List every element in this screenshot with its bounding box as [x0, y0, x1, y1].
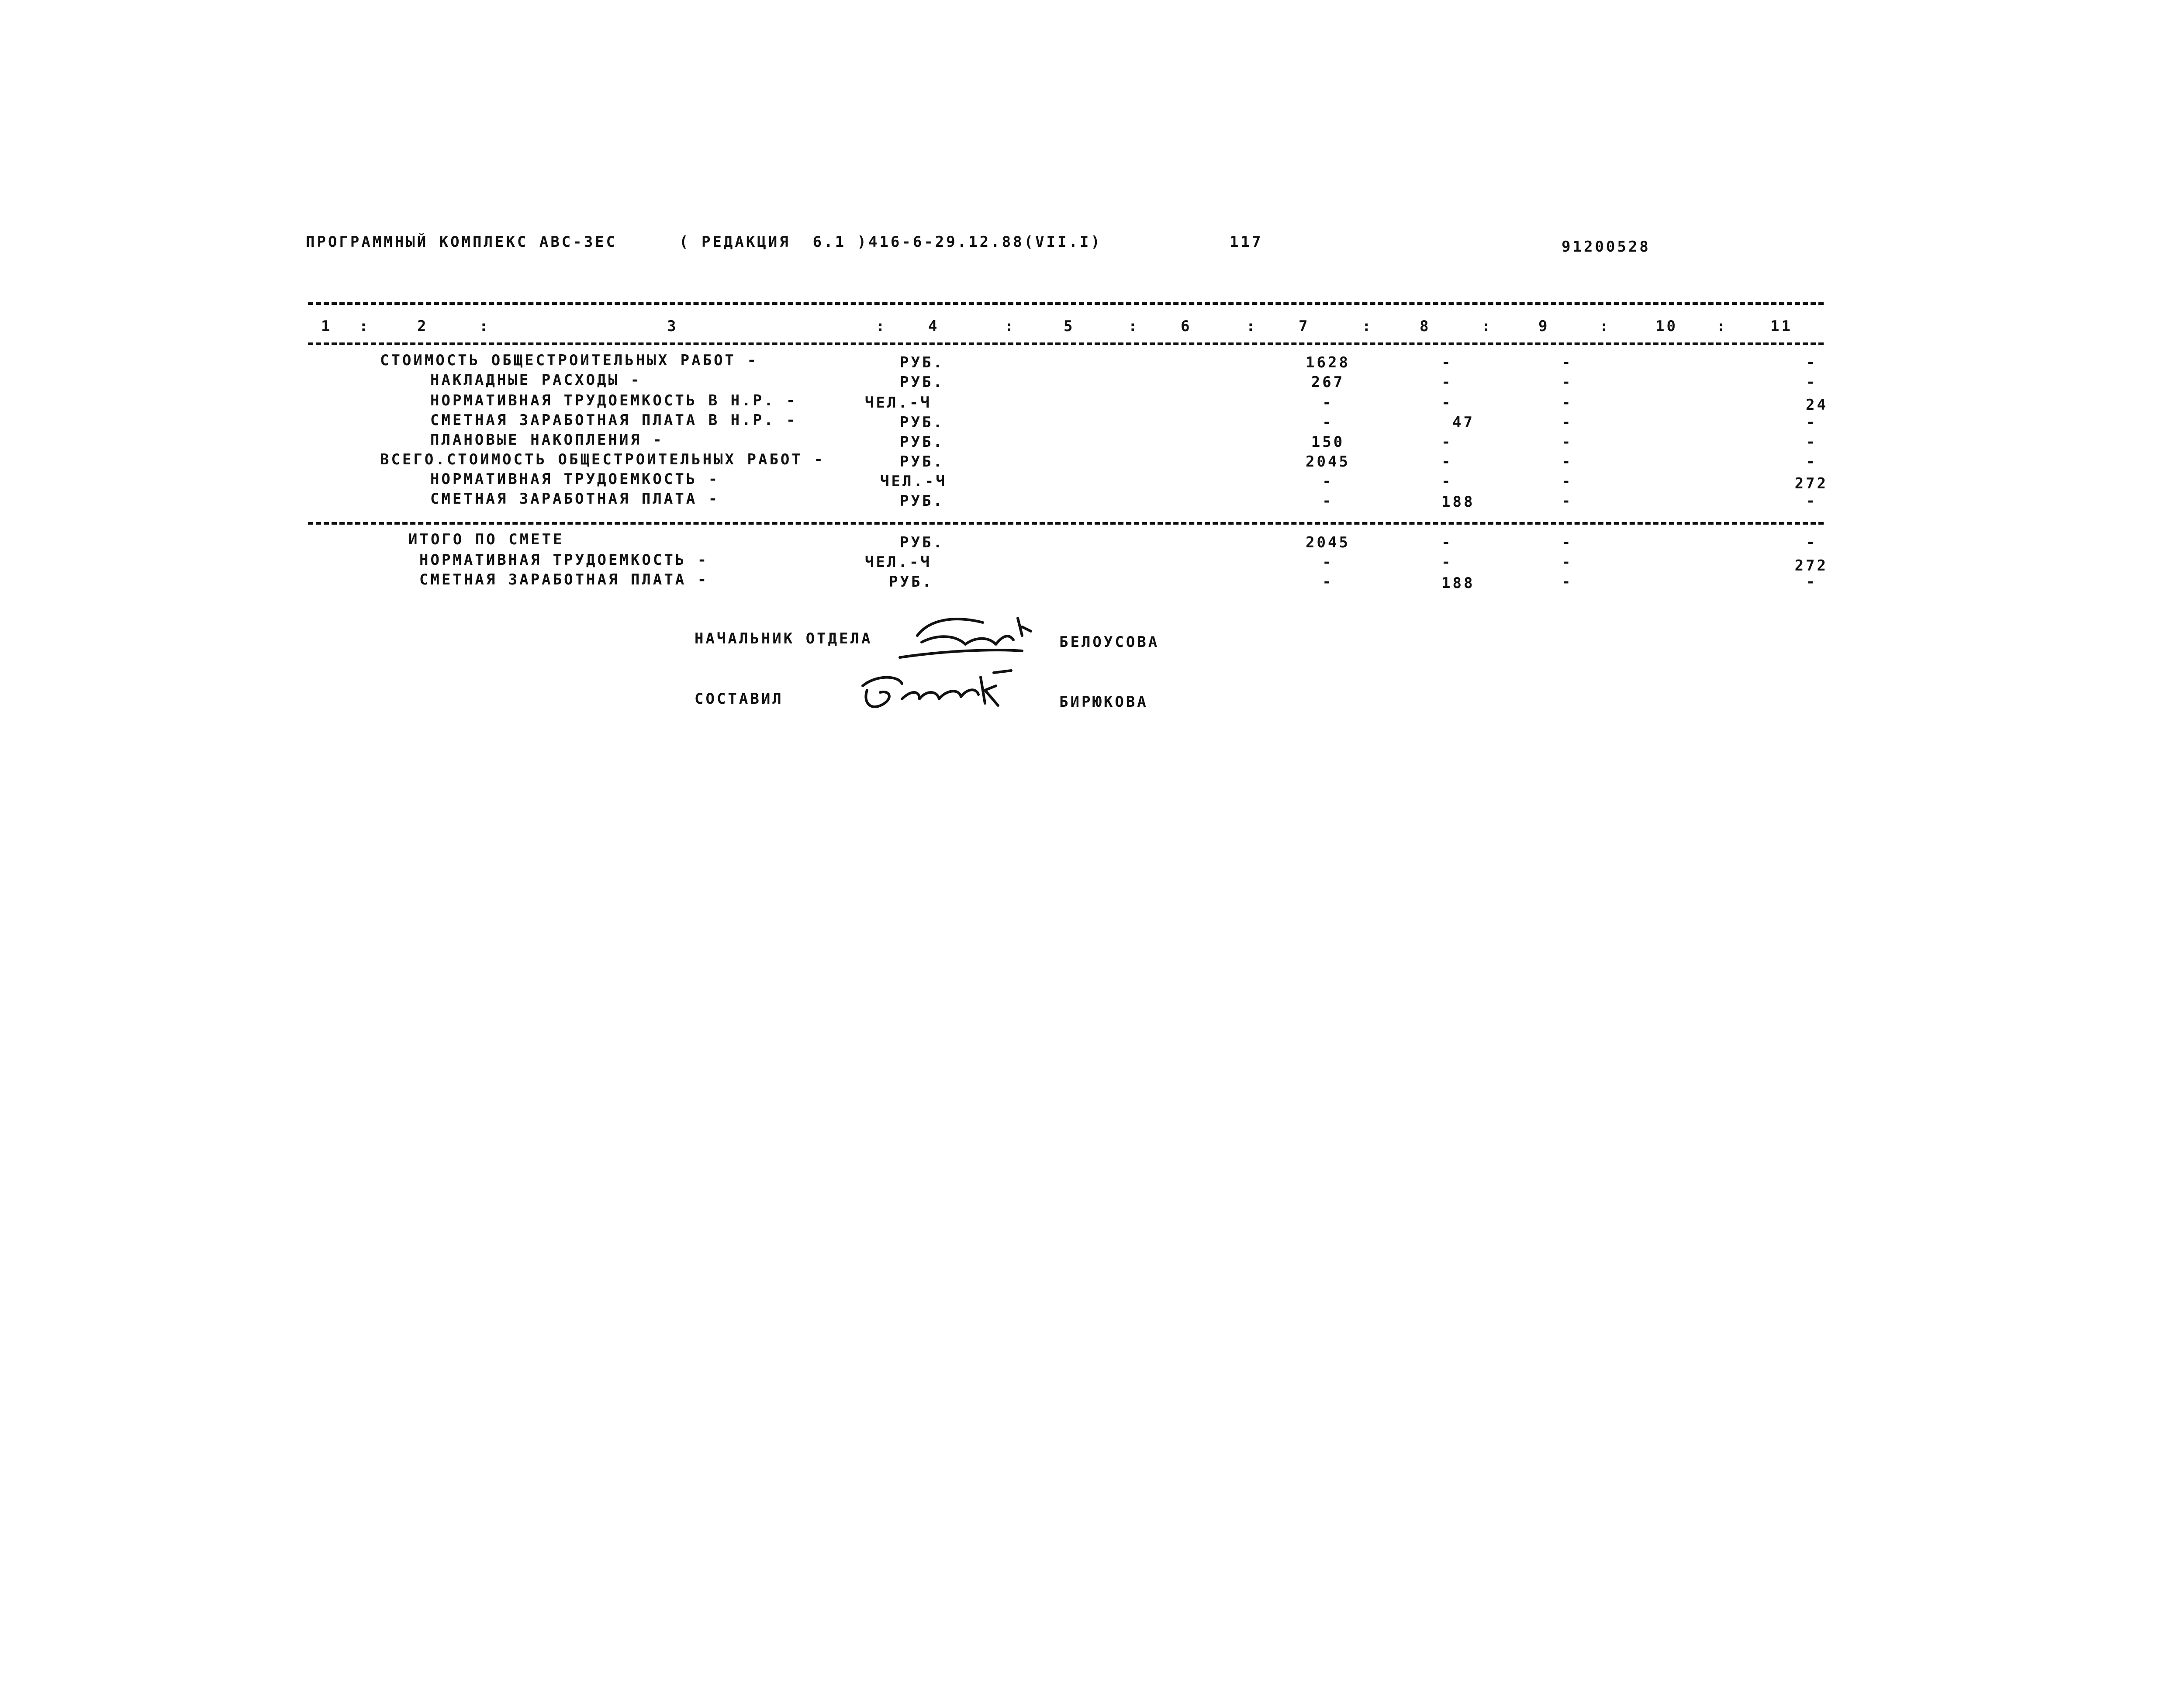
- column-header: 4: [928, 318, 940, 335]
- col11-value: -: [1806, 492, 1817, 510]
- column-header: 8: [1420, 318, 1431, 335]
- header-bottom-rule: [308, 342, 1824, 345]
- row-label: НОРМАТИВНАЯ ТРУДОЕМКОСТЬ -: [419, 551, 709, 569]
- col9-value: -: [1562, 433, 1573, 451]
- col8-value: -: [1441, 394, 1453, 411]
- column-divider: :: [1128, 318, 1140, 335]
- head-title: НАЧАЛЬНИК ОТДЕЛА: [695, 630, 873, 647]
- row-label: НАКЛАДНЫЕ РАСХОДЫ -: [430, 371, 642, 389]
- col9-value: -: [1562, 354, 1573, 371]
- column-header: 9: [1538, 318, 1550, 335]
- row-unit: РУБ.: [900, 534, 944, 551]
- row-unit: РУБ.: [889, 573, 933, 591]
- row-label: ВСЕГО.СТОИМОСТЬ ОБЩЕСТРОИТЕЛЬНЫХ РАБОТ -: [380, 451, 825, 468]
- head-name: БЕЛОУСОВА: [1059, 633, 1160, 651]
- row-label: СМЕТНАЯ ЗАРАБОТНАЯ ПЛАТА -: [430, 490, 720, 508]
- col9-value: -: [1562, 573, 1573, 591]
- row-unit: ЧЕЛ.-Ч: [865, 394, 932, 411]
- column-header: 3: [667, 318, 678, 335]
- col11-value: -: [1806, 414, 1817, 431]
- col11-value: -: [1806, 534, 1817, 551]
- col7-value: 2045: [1306, 453, 1350, 470]
- col9-value: -: [1562, 553, 1573, 571]
- row-unit: РУБ.: [900, 373, 944, 391]
- col8-value: -: [1441, 553, 1453, 571]
- row-label: СМЕТНАЯ ЗАРАБОТНАЯ ПЛАТА -: [419, 571, 709, 588]
- column-divider: :: [1005, 318, 1016, 335]
- row-unit: РУБ.: [900, 433, 944, 451]
- col9-value: -: [1562, 373, 1573, 391]
- col11-value: 272: [1794, 475, 1828, 492]
- col11-value: 272: [1794, 557, 1828, 574]
- compiler-name: БИРЮКОВА: [1059, 693, 1148, 711]
- col9-value: -: [1562, 414, 1573, 431]
- row-unit: РУБ.: [900, 453, 944, 470]
- col7-value: -: [1322, 414, 1334, 431]
- signature-head: [891, 609, 1040, 666]
- row-label: ИТОГО ПО СМЕТЕ: [408, 531, 564, 548]
- col8-value: -: [1441, 534, 1453, 551]
- col8-value: -: [1441, 373, 1453, 391]
- page-number: 117: [1230, 233, 1263, 251]
- row-unit: ЧЕЛ.-Ч: [865, 553, 932, 571]
- row-unit: ЧЕЛ.-Ч: [880, 473, 947, 490]
- column-header: 11: [1770, 318, 1793, 335]
- row-label: ПЛАНОВЫЕ НАКОПЛЕНИЯ -: [430, 431, 664, 449]
- col7-value: -: [1322, 573, 1334, 591]
- column-divider: :: [1600, 318, 1611, 335]
- col8-value: -: [1441, 453, 1453, 470]
- column-header: 2: [417, 318, 429, 335]
- col7-value: 1628: [1306, 354, 1350, 371]
- column-divider: :: [1246, 318, 1258, 335]
- col8-value: 188: [1441, 574, 1475, 592]
- column-divider: :: [876, 318, 887, 335]
- row-label: НОРМАТИВНАЯ ТРУДОЕМКОСТЬ В Н.Р. -: [430, 392, 798, 409]
- column-header: 10: [1655, 318, 1678, 335]
- col8-value: -: [1441, 473, 1453, 490]
- col9-value: -: [1562, 394, 1573, 411]
- col9-value: -: [1562, 453, 1573, 470]
- col7-value: 2045: [1306, 534, 1350, 551]
- col7-value: -: [1322, 473, 1334, 490]
- row-label: СТОИМОСТЬ ОБЩЕСТРОИТЕЛЬНЫХ РАБОТ -: [380, 352, 758, 369]
- document-code: 91200528: [1562, 238, 1651, 256]
- col11-value: -: [1806, 373, 1817, 391]
- column-header: 5: [1064, 318, 1075, 335]
- column-divider: :: [1362, 318, 1373, 335]
- column-header: 1: [321, 318, 332, 335]
- row-unit: РУБ.: [900, 354, 944, 371]
- column-divider: :: [359, 318, 370, 335]
- signature-compiler: [850, 664, 1024, 721]
- col8-value: 47: [1452, 414, 1475, 431]
- col7-value: -: [1322, 492, 1334, 510]
- col8-value: -: [1441, 354, 1453, 371]
- table-top-rule: [308, 302, 1824, 305]
- col8-value: -: [1441, 433, 1453, 451]
- col9-value: -: [1562, 492, 1573, 510]
- edition-info: ( РЕДАКЦИЯ 6.1 )416-6-29.12.88(VII.I): [679, 233, 1102, 251]
- col9-value: -: [1562, 473, 1573, 490]
- row-label: СМЕТНАЯ ЗАРАБОТНАЯ ПЛАТА В Н.Р. -: [430, 411, 798, 429]
- row-label: НОРМАТИВНАЯ ТРУДОЕМКОСТЬ -: [430, 470, 720, 488]
- col9-value: -: [1562, 534, 1573, 551]
- row-unit: РУБ.: [900, 492, 944, 510]
- col7-value: 150: [1311, 433, 1345, 451]
- col7-value: -: [1322, 553, 1334, 571]
- col11-value: -: [1806, 453, 1817, 470]
- program-name: ПРОГРАММНЫЙ КОМПЛЕКС АВС-3ЕС: [306, 233, 618, 251]
- col7-value: -: [1322, 394, 1334, 411]
- column-divider: :: [1482, 318, 1493, 335]
- col11-value: -: [1806, 433, 1817, 451]
- col11-value: 24: [1806, 396, 1828, 414]
- column-header: 7: [1299, 318, 1310, 335]
- col11-value: -: [1806, 573, 1817, 591]
- column-divider: :: [1717, 318, 1728, 335]
- column-header: 6: [1181, 318, 1192, 335]
- col8-value: 188: [1441, 493, 1475, 511]
- col11-value: -: [1806, 354, 1817, 371]
- row-unit: РУБ.: [900, 414, 944, 431]
- col7-value: 267: [1311, 373, 1345, 391]
- compiler-title: СОСТАВИЛ: [695, 690, 784, 708]
- totals-separator: [308, 522, 1824, 525]
- column-divider: :: [479, 318, 491, 335]
